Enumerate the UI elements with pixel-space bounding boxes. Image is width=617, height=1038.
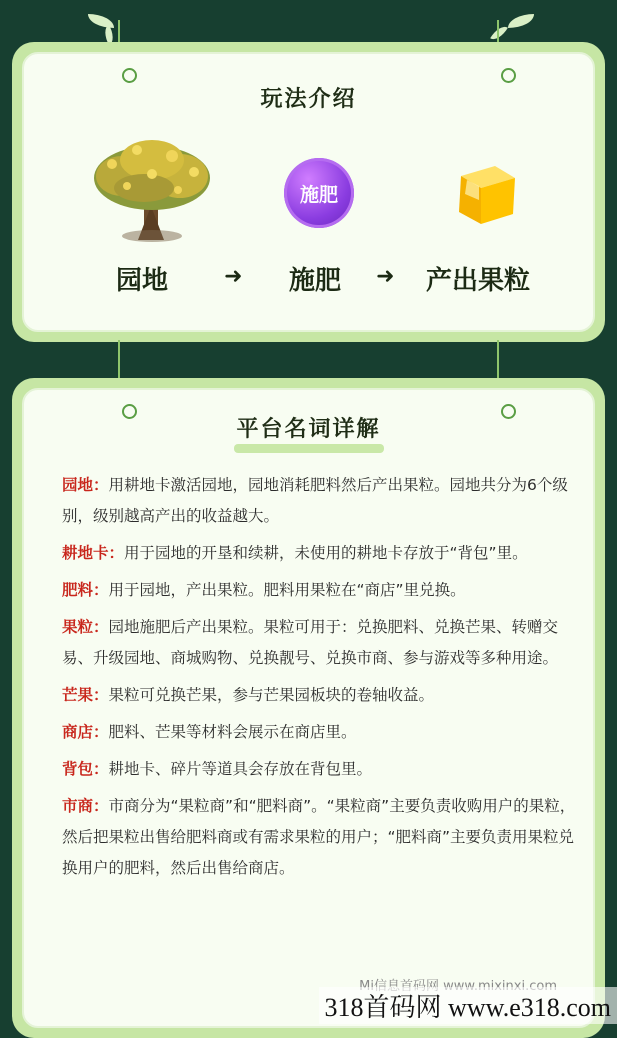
- term-item: [62, 754, 587, 785]
- gameplay-intro-card: [12, 42, 605, 342]
- title-underline: [234, 444, 384, 453]
- fertilize-badge-label: 施肥: [299, 183, 338, 206]
- term-item: [62, 612, 587, 674]
- term-text: 肥料、芒果等材料会展示在商店里。: [108, 723, 357, 741]
- term-key: 商店：: [62, 723, 109, 741]
- flow-step-fertilize: 施肥: [289, 266, 342, 296]
- term-item: [62, 791, 587, 884]
- gameplay-icon-row: [24, 136, 593, 246]
- term-key: 耕地卡：: [62, 544, 125, 562]
- flow-step-output-fruit: 产出果粒: [426, 266, 531, 296]
- term-key: 园地：: [62, 476, 109, 494]
- term-text: 园地施肥后产出果粒。果粒可用于：兑换肥料、兑换芒果、转赠交易、升级园地、商城购物、兑换靓号、兑换市商、参与游戏等多种用途。: [62, 618, 559, 667]
- platform-terms-card: [12, 378, 605, 1038]
- terms-list: [62, 470, 587, 890]
- term-item: [62, 470, 587, 532]
- fertilize-badge-icon: [284, 158, 354, 228]
- leaf-decoration-left: [88, 14, 114, 28]
- platform-terms-title: 平台名词详解: [236, 417, 381, 442]
- ring-icon: [501, 68, 516, 83]
- gameplay-intro-title: 玩法介绍: [260, 87, 357, 112]
- gameplay-intro-panel: [22, 52, 595, 332]
- fruit-cube-icon: [449, 156, 521, 228]
- arrow-right-icon: ➜: [224, 264, 243, 289]
- platform-terms-panel: [22, 388, 595, 1028]
- watermark-main: 318首码网 www.e318.com: [319, 987, 617, 1024]
- term-key: 肥料：: [62, 581, 109, 599]
- gameplay-flow: [24, 260, 593, 300]
- term-key: 芒果：: [62, 686, 109, 704]
- leaf-decoration-right: [508, 14, 534, 28]
- term-item: [62, 680, 587, 711]
- term-text: 耕地卡、碎片等道具会存放在背包里。: [108, 760, 373, 778]
- arrow-right-icon: ➜: [376, 264, 395, 289]
- term-item: [62, 575, 587, 606]
- term-item: [62, 538, 587, 569]
- term-key: 市商：: [62, 797, 109, 815]
- term-text: 用耕地卡激活园地，园地消耗肥料然后产出果粒。园地共分为6个级别，级别越高产出的收益越大。: [62, 476, 568, 525]
- term-text: 用于园地，产出果粒。肥料用果粒在“商店”里兑换。: [108, 581, 466, 599]
- leaf-decoration-right-2: [490, 23, 508, 44]
- term-key: 果粒：: [62, 618, 109, 636]
- flow-step-garden: 园地: [116, 266, 169, 296]
- term-text: 用于园地的开垦和续耕，未使用的耕地卡存放于“背包”里。: [124, 544, 528, 562]
- tree-icon: [82, 136, 222, 246]
- term-text: 果粒可兑换芒果，参与芒果园板块的卷轴收益。: [108, 686, 435, 704]
- term-item: [62, 717, 587, 748]
- term-text: 市商分为“果粒商”和“肥料商”。“果粒商”主要负责收购用户的果粒，然后把果粒出售给肥料商或有需求果粒的用户；“肥料商”主要负责用果粒兑换用户的肥料，然后出售给商店。: [62, 797, 576, 877]
- term-key: 背包：: [62, 760, 109, 778]
- ring-icon: [122, 68, 137, 83]
